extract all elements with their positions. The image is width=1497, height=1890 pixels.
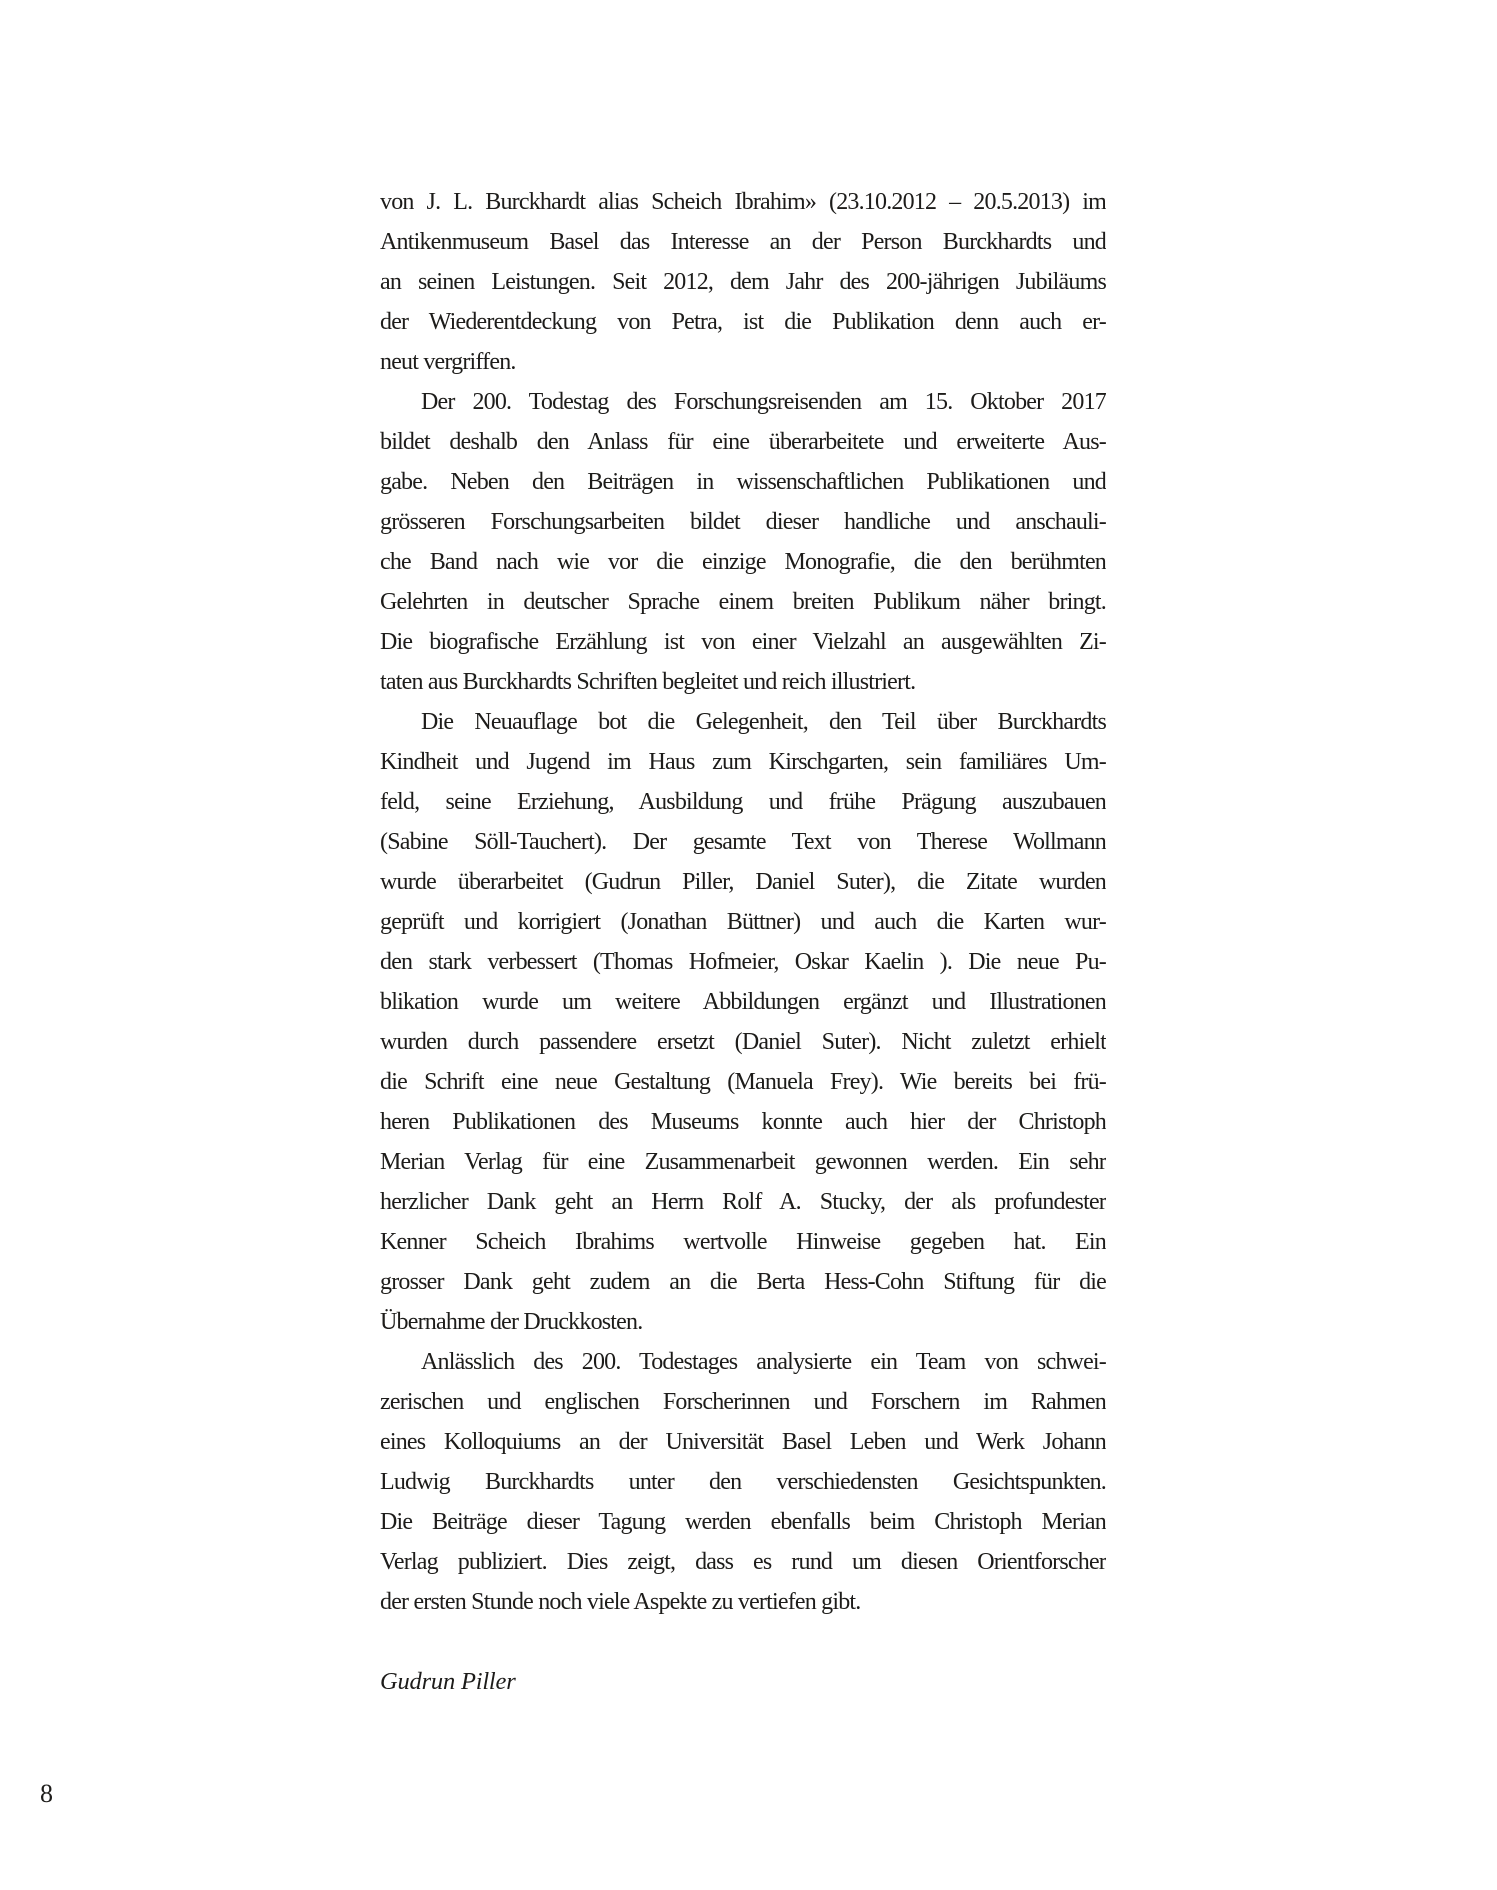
text-line: Der 200. Todestag des Forschungsreisenden am 15. Oktober 2017 bbox=[421, 389, 1106, 415]
text-line: Merian Verlag für eine Zusammenarbeit gewonnen werden. Ein sehr bbox=[380, 1149, 1106, 1175]
text-line: blikation wurde um weitere Abbildungen ergänzt und Illustrationen bbox=[380, 989, 1106, 1015]
text-line: Antikenmuseum Basel das Interesse an der Person Burckhardts und bbox=[380, 229, 1106, 255]
text-line: wurde überarbeitet (Gudrun Piller, Daniel Suter), die Zitate wurden bbox=[380, 869, 1106, 895]
text-line: Die Beiträge dieser Tagung werden ebenfalls beim Christoph Merian bbox=[380, 1509, 1106, 1535]
text-line: grosser Dank geht zudem an die Berta Hess-Cohn Stiftung für die bbox=[380, 1269, 1106, 1295]
body-text bbox=[380, 182, 1106, 1702]
text-line: (Sabine Söll-Tauchert). Der gesamte Text von Therese Wollmann bbox=[380, 829, 1106, 855]
text-line: gabe. Neben den Beiträgen in wissenschaftlichen Publikationen und bbox=[380, 469, 1106, 495]
text-line: Kindheit und Jugend im Haus zum Kirschgarten, sein familiäres Um- bbox=[380, 749, 1106, 775]
text-line: an seinen Leistungen. Seit 2012, dem Jahr des 200-jährigen Jubiläums bbox=[380, 269, 1106, 295]
text-line: die Schrift eine neue Gestaltung (Manuela Frey). Wie bereits bei frü- bbox=[380, 1069, 1106, 1095]
text-line: von J. L. Burckhardt alias Scheich Ibrahim» (23.10.2012 – 20.5.2013) im bbox=[380, 189, 1106, 215]
text-line: grösseren Forschungsarbeiten bildet dieser handliche und anschauli- bbox=[380, 509, 1106, 535]
text-line: herzlicher Dank geht an Herrn Rolf A. Stucky, der als profundester bbox=[380, 1189, 1106, 1215]
paragraph bbox=[380, 182, 1106, 382]
text-line: Gelehrten in deutscher Sprache einem breiten Publikum näher bringt. bbox=[380, 589, 1106, 615]
text-line: der ersten Stunde noch viele Aspekte zu vertiefen gibt. bbox=[380, 1589, 861, 1615]
text-line: der Wiederentdeckung von Petra, ist die Publikation denn auch er- bbox=[380, 309, 1106, 335]
paragraph bbox=[380, 382, 1106, 702]
text-line: Kenner Scheich Ibrahims wertvolle Hinweise gegeben hat. Ein bbox=[380, 1229, 1106, 1255]
text-line: zerischen und englischen Forscherinnen und Forschern im Rahmen bbox=[380, 1389, 1106, 1415]
text-line: Anlässlich des 200. Todestages analysierte ein Team von schwei- bbox=[421, 1349, 1106, 1375]
text-line: taten aus Burckhardts Schriften begleitet und reich illustriert. bbox=[380, 669, 916, 695]
paragraph bbox=[380, 1342, 1106, 1622]
text-line: Die biografische Erzählung ist von einer Vielzahl an ausgewählten Zi- bbox=[380, 629, 1106, 655]
text-line: Übernahme der Druckkosten. bbox=[380, 1309, 643, 1335]
text-line: bildet deshalb den Anlass für eine überarbeitete und erweiterte Aus- bbox=[380, 429, 1106, 455]
page-number: 8 bbox=[40, 1779, 53, 1808]
text-line: eines Kolloquiums an der Universität Basel Leben und Werk Johann bbox=[380, 1429, 1106, 1455]
text-line: Ludwig Burckhardts unter den verschiedensten Gesichtspunkten. bbox=[380, 1469, 1106, 1495]
author-signature: Gudrun Piller bbox=[380, 1668, 516, 1695]
text-line: che Band nach wie vor die einzige Monografie, die den berühmten bbox=[380, 549, 1106, 575]
text-line: Die Neuauflage bot die Gelegenheit, den Teil über Burckhardts bbox=[421, 709, 1106, 735]
paragraph bbox=[380, 702, 1106, 1342]
text-line: feld, seine Erziehung, Ausbildung und frühe Prägung auszubauen bbox=[380, 789, 1106, 815]
text-line: neut vergriffen. bbox=[380, 349, 516, 375]
text-line: wurden durch passendere ersetzt (Daniel Suter). Nicht zuletzt erhielt bbox=[380, 1029, 1106, 1055]
text-line: den stark verbessert (Thomas Hofmeier, Oskar Kaelin ). Die neue Pu- bbox=[380, 949, 1106, 975]
text-line: Verlag publiziert. Dies zeigt, dass es rund um diesen Orientforscher bbox=[380, 1549, 1106, 1575]
text-line: geprüft und korrigiert (Jonathan Büttner) und auch die Karten wur- bbox=[380, 909, 1106, 935]
text-line: heren Publikationen des Museums konnte auch hier der Christoph bbox=[380, 1109, 1106, 1135]
